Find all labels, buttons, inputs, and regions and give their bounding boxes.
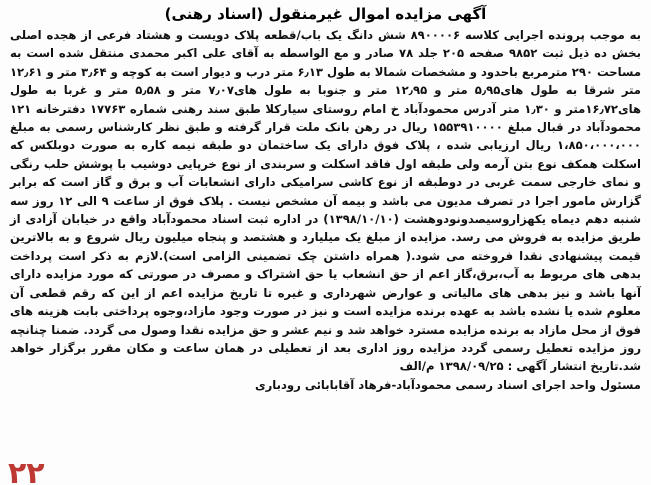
notice-body	[10, 26, 641, 376]
notice-title: آگهی مزایده اموال غیرمنقول (اسناد رهنی)	[164, 5, 487, 23]
notice-signature: مسئول واحد اجرای اسناد رسمی محمودآباد-فرهاد آقابابائی رودباری	[254, 377, 641, 392]
corner-page-mark: ۲۲	[8, 456, 45, 485]
notice-body-paragraph: به موجب پرونده اجرایی کلاسه ۸۹۰۰۰۰۶ شش دانگ یک باب/قطعه پلاک دویست و هشتاد فرعی از هجده اصلی بخش ده ذیل ثبت ۹۸۵۲ صفحه ۲۰۵ جلد ۷۸ صادر و مع الواسطه به آقای علی اکبر محمدی منتقل شده است به مساحت ۲۹۰ مترمربع باحدود و مشخصات شمالا به طول ۶٫۱۳ متر درب و دیوار است به کوچه و ۳٫۶۴ متر و ۱۲٫۶۱ متر شرقا به طول های۵٫۹۵ متر و ۱۲٫۹۵ متر و جنوبا به طول های۷٫۰۷ متر و ۵٫۵۸ متر و غربا به طول های۱۶٫۷۲متر و ۱٫۳۰ متر آدرس محمودآباد خ امام روستای سیارکلا طبق سند رهنی شماره ۱۷۷۶۳ دفترخانه ۱۲۱ محمودآباد در قبال مبلغ ۱۵۵۳۹۱۰۰۰۰ ریال در رهن بانک ملت قرار گرفته و طبق نظر کارشناس رسمی به مبلغ ۱،۸۵۰،۰۰۰،۰۰۰ ریال ارزیابی شده ، پلاک فوق دارای یک ساختمان دو طبقه نیمه کاره به صورت دوبلکس که اسکلت همکف نوع بتن آرمه ولی طبقه اول فاقد اسکلت و سربندی از نوع خرپایی دوشیب با پوشش حلب رنگی و نمای خارجی سمت غربی در دوطبقه از نوع کاشی سرامیکی دارای انشعابات آب و برق و گاز است که برابر گزارش مامور اجرا در تصرف مدیون می باشد و بیمه آن مشخص نیست . پلاک فوق از ساعت ۹ الی ۱۲ روز سه شنبه دهم دیماه یکهزاروسیصدونودوهشت (۱۳۹۸/۱۰/۱۰) در اداره ثبت اسناد محمودآباد واقع در خیابان آزادی از طریق مزایده به فروش می رسد. مزایده از مبلغ یک میلیارد و هشتصد و پنجاه میلیون ریال شروع و به بالاترین قیمت پیشنهادی نقدا فروخته می شود.( همراه داشتن چک تضمینی الزامی است).لازم به ذکر است پرداخت بدهی های مربوط به آب،برق،گاز اعم از حق انشعاب یا حق اشتراک و مصرف در صورتی که مورد مزایده دارای آنها باشد و نیز بدهی های مالیاتی و عوارض شهرداری و غیره تا تاریخ مزایده اعم از این که رقم قطعی آن معلوم شده یا نشده باشد به عهده برنده مزایده است و نیز در صورت وجود مازاد،وجوه پرداختی بابت هزینه های فوق از محل مازاد به برنده مزایده مسترد خواهد شد و نیم عشر و حق مزایده نقدا وصول می گردد. ضمنا چنانچه روز مزایده تعطیل رسمی گردد مزایده روز اداری بعد از تعطیلی در همان ساعت و مکان مقرر برگزار خواهد شد.تاریخ انتشار آگهی : ۱۳۹۸/۰۹/۲۵ م/الف	[9, 28, 642, 374]
